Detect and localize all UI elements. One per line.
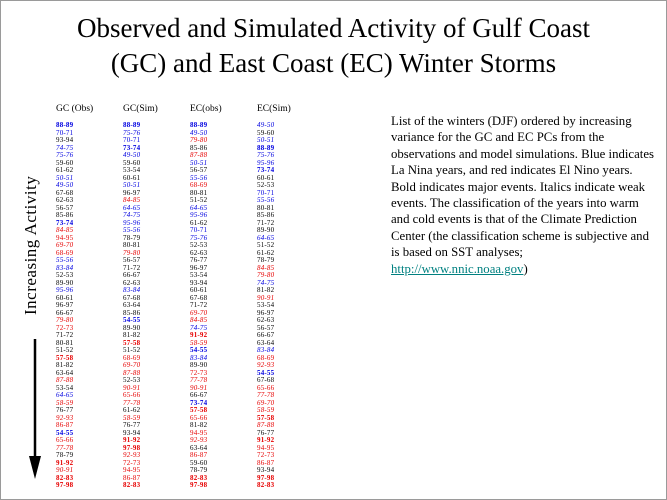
year-cell: 85-86 <box>56 211 74 219</box>
year-cell: 91-92 <box>257 436 275 444</box>
legend-note <box>391 113 659 277</box>
year-cell: 58-59 <box>123 413 141 422</box>
year-cell: 55-56 <box>257 196 275 204</box>
year-cell: 91-92 <box>56 458 74 467</box>
year-cell: 97-98 <box>257 473 275 482</box>
year-cell: 68-69 <box>123 353 141 362</box>
year-cell: 52-53 <box>190 241 208 249</box>
year-cell: 94-95 <box>190 428 208 437</box>
year-cell: 51-52 <box>123 346 141 354</box>
year-cell: 83-84 <box>123 286 141 294</box>
year-cell: 94-95 <box>257 443 275 452</box>
year-cell: 71-72 <box>257 218 275 227</box>
year-cell: 72-73 <box>257 451 275 459</box>
legend-note-close-paren: ) <box>523 261 528 276</box>
year-cell: 76-77 <box>123 421 141 429</box>
year-cell: 95-96 <box>190 211 208 219</box>
year-cell: 65-66 <box>257 383 275 392</box>
year-cell: 90-91 <box>123 383 141 392</box>
year-cell: 82-83 <box>123 481 141 489</box>
year-cell: 64-65 <box>257 233 275 242</box>
year-cell: 73-74 <box>123 143 141 152</box>
year-cell: 86-87 <box>190 451 208 459</box>
year-cell: 87-88 <box>123 368 141 377</box>
year-cell: 97-98 <box>190 481 208 489</box>
year-cell: 84-85 <box>190 316 208 324</box>
year-cell: 89-90 <box>257 226 275 234</box>
year-cell: 54-55 <box>257 368 275 377</box>
year-cell: 50-51 <box>123 181 141 189</box>
column-ec-sim <box>257 104 324 490</box>
year-cell: 74-75 <box>56 143 74 152</box>
year-cell: 56-57 <box>56 203 74 212</box>
year-cell: 66-67 <box>56 308 74 317</box>
year-cell: 67-68 <box>123 293 141 302</box>
year-cell: 70-71 <box>123 136 141 144</box>
year-cell: 55-56 <box>190 173 208 182</box>
year-cell: 76-77 <box>190 256 208 264</box>
year-cell: 77-78 <box>56 443 74 452</box>
year-cell: 75-76 <box>56 151 74 159</box>
year-cell: 76-77 <box>257 428 275 437</box>
year-cell: 77-78 <box>190 376 208 384</box>
year-cell: 70-71 <box>190 226 208 234</box>
year-cell: 60-61 <box>257 173 275 182</box>
year-cell: 89-90 <box>123 323 141 332</box>
year-cell: 88-89 <box>257 143 275 152</box>
year-cell: 52-53 <box>257 181 275 189</box>
year-cell: 63-64 <box>190 443 208 452</box>
year-cell: 54-55 <box>123 316 141 324</box>
year-cell: 60-61 <box>123 173 141 182</box>
year-cell: 82-83 <box>56 473 74 482</box>
year-cell: 62-63 <box>56 196 74 204</box>
year-cell: 86-87 <box>123 473 141 482</box>
year-cell: 88-89 <box>123 121 141 129</box>
year-cell: 85-86 <box>257 211 275 219</box>
year-cell: 72-73 <box>56 323 74 332</box>
year-cell: 79-80 <box>190 136 208 144</box>
year-cell: 59-60 <box>123 158 141 167</box>
year-cell: 61-62 <box>190 218 208 227</box>
year-cell: 66-67 <box>257 331 275 339</box>
year-cell: 81-82 <box>190 421 208 429</box>
year-cell: 93-94 <box>257 466 275 474</box>
year-cell: 91-92 <box>123 436 141 444</box>
year-cell: 87-88 <box>257 421 275 429</box>
year-cell: 49-50 <box>257 121 275 129</box>
year-cell: 69-70 <box>257 398 275 407</box>
year-cell: 80-81 <box>190 188 208 197</box>
year-cell: 60-61 <box>190 286 208 294</box>
year-cell: 93-94 <box>123 428 141 437</box>
year-cell: 79-80 <box>56 316 74 324</box>
year-cell: 51-52 <box>257 241 275 249</box>
year-cell: 92-93 <box>257 361 275 369</box>
year-cell: 76-77 <box>56 406 74 414</box>
year-cell: 64-65 <box>56 391 74 399</box>
year-cell: 49-50 <box>56 181 74 189</box>
year-cell: 50-51 <box>257 136 275 144</box>
year-cell: 84-85 <box>56 226 74 234</box>
year-cell: 82-83 <box>190 473 208 482</box>
year-cell: 95-96 <box>123 218 141 227</box>
year-cell: 59-60 <box>56 158 74 167</box>
year-cell: 97-98 <box>123 443 141 452</box>
year-cell: 53-54 <box>123 166 141 174</box>
year-cell: 54-55 <box>190 346 208 354</box>
year-cell: 77-78 <box>123 398 141 407</box>
year-cell: 63-64 <box>257 338 275 347</box>
year-cell: 96-97 <box>56 301 74 309</box>
year-cell: 53-54 <box>257 301 275 309</box>
year-cell: 74-75 <box>190 323 208 332</box>
year-cell: 81-82 <box>56 361 74 369</box>
column-gc-obs <box>56 104 123 490</box>
year-cell: 61-62 <box>257 248 275 257</box>
year-cell: 80-81 <box>56 338 74 347</box>
year-cell: 75-76 <box>123 128 141 137</box>
year-cell: 87-88 <box>56 376 74 384</box>
year-cell: 55-56 <box>56 256 74 264</box>
year-cell: 90-91 <box>190 383 208 392</box>
year-cell: 88-89 <box>56 121 74 129</box>
year-cell: 73-74 <box>257 166 275 174</box>
year-cell: 63-64 <box>56 368 74 377</box>
year-cell: 61-62 <box>123 406 141 414</box>
year-cell: 58-59 <box>190 338 208 347</box>
year-cell: 72-73 <box>190 368 208 377</box>
year-cell: 60-61 <box>56 293 74 302</box>
year-cell: 55-56 <box>123 226 141 234</box>
column-header-ec-sim: EC(Sim) <box>257 104 291 114</box>
year-cell: 78-79 <box>123 233 141 242</box>
column-header-ec-obs: EC(obs) <box>190 104 222 114</box>
year-cell: 90-91 <box>56 466 74 474</box>
year-cell: 68-69 <box>257 353 275 362</box>
year-cell: 50-51 <box>56 173 74 182</box>
year-cell: 79-80 <box>257 271 275 279</box>
year-cell: 93-94 <box>190 278 208 287</box>
year-cell: 86-87 <box>257 458 275 467</box>
year-cell: 70-71 <box>257 188 275 197</box>
year-cell: 77-78 <box>257 391 275 399</box>
column-gc-sim <box>123 104 190 490</box>
year-cell: 78-79 <box>190 466 208 474</box>
year-cell: 67-68 <box>56 188 74 197</box>
year-cell: 61-62 <box>56 166 74 174</box>
year-cell: 82-83 <box>257 481 275 489</box>
year-cell: 74-75 <box>123 211 141 219</box>
year-cell: 87-88 <box>190 151 208 159</box>
year-cell: 57-58 <box>123 338 141 347</box>
year-cell: 68-69 <box>190 181 208 189</box>
year-cell: 69-70 <box>123 361 141 369</box>
year-cell: 72-73 <box>123 458 141 467</box>
year-cell: 83-84 <box>190 353 208 362</box>
year-cell: 84-85 <box>123 196 141 204</box>
column-header-gc-sim: GC(Sim) <box>123 104 158 114</box>
year-cell: 66-67 <box>123 271 141 279</box>
year-cell: 95-96 <box>257 158 275 167</box>
year-cell: 52-53 <box>56 271 74 279</box>
year-cell: 78-79 <box>56 451 74 459</box>
year-cell: 89-90 <box>56 278 74 287</box>
page-title <box>21 11 646 81</box>
year-cell: 59-60 <box>190 458 208 467</box>
year-cell: 86-87 <box>56 421 74 429</box>
year-cell: 51-52 <box>56 346 74 354</box>
year-cell: 53-54 <box>56 383 74 392</box>
year-cell: 80-81 <box>257 203 275 212</box>
year-cell: 50-51 <box>190 158 208 167</box>
year-cell: 92-93 <box>56 413 74 422</box>
year-cell: 69-70 <box>56 241 74 249</box>
year-cell: 54-55 <box>56 428 74 437</box>
year-cell: 57-58 <box>190 406 208 414</box>
year-cell: 64-65 <box>123 203 141 212</box>
year-cell: 93-94 <box>56 136 74 144</box>
year-cell: 92-93 <box>123 451 141 459</box>
year-cell: 83-84 <box>56 263 74 272</box>
year-cell: 49-50 <box>123 151 141 159</box>
year-cell: 65-66 <box>190 413 208 422</box>
year-cell: 62-63 <box>190 248 208 257</box>
year-cell: 63-64 <box>123 301 141 309</box>
year-cell: 67-68 <box>190 293 208 302</box>
year-cell: 71-72 <box>56 331 74 339</box>
winter-columns <box>56 104 324 490</box>
year-cell: 66-67 <box>190 391 208 399</box>
year-cell: 88-89 <box>190 121 208 129</box>
year-cell: 51-52 <box>190 196 208 204</box>
increasing-activity-arrow-icon <box>27 339 43 484</box>
year-cell: 62-63 <box>123 278 141 287</box>
year-cell: 59-60 <box>257 128 275 137</box>
year-cell: 97-98 <box>56 481 74 489</box>
year-cell: 91-92 <box>190 331 208 339</box>
year-cell: 94-95 <box>123 466 141 474</box>
year-cell: 81-82 <box>123 331 141 339</box>
year-cell: 69-70 <box>190 308 208 317</box>
year-cell: 96-97 <box>123 188 141 197</box>
year-cell: 67-68 <box>257 376 275 384</box>
year-cell: 96-97 <box>190 263 208 272</box>
year-cell: 70-71 <box>56 128 74 137</box>
year-cell: 84-85 <box>257 263 275 272</box>
year-cell: 75-76 <box>190 233 208 242</box>
year-cell: 94-95 <box>56 233 74 242</box>
year-cell: 95-96 <box>56 286 74 294</box>
year-cell: 64-65 <box>190 203 208 212</box>
year-cell: 57-58 <box>257 413 275 422</box>
year-cell: 74-75 <box>257 278 275 287</box>
year-cell: 85-86 <box>123 308 141 317</box>
increasing-activity-label: Increasing Activity <box>21 175 40 315</box>
year-cell: 71-72 <box>123 263 141 272</box>
year-cell: 79-80 <box>123 248 141 257</box>
year-cell: 62-63 <box>257 316 275 324</box>
year-cell: 73-74 <box>56 218 74 227</box>
year-cell: 85-86 <box>190 143 208 152</box>
column-header-gc-obs: GC (Obs) <box>56 104 94 114</box>
year-cell: 96-97 <box>257 308 275 317</box>
year-cell: 81-82 <box>257 286 275 294</box>
year-cell: 49-50 <box>190 128 208 137</box>
title-line-1: Observed and Simulated Activity of Gulf Coast <box>77 13 590 43</box>
year-cell: 65-66 <box>56 436 74 444</box>
column-ec-obs <box>190 104 257 490</box>
year-cell: 78-79 <box>257 256 275 264</box>
year-cell: 90-91 <box>257 293 275 302</box>
year-cell: 52-53 <box>123 376 141 384</box>
year-cell: 56-57 <box>123 256 141 264</box>
year-cell: 56-57 <box>257 323 275 332</box>
year-cell: 83-84 <box>257 346 275 354</box>
year-cell: 65-66 <box>123 391 141 399</box>
year-cell: 80-81 <box>123 241 141 249</box>
year-cell: 73-74 <box>190 398 208 407</box>
year-cell: 89-90 <box>190 361 208 369</box>
year-cell: 53-54 <box>190 271 208 279</box>
year-cell: 75-76 <box>257 151 275 159</box>
year-cell: 92-93 <box>190 436 208 444</box>
noaa-link[interactable]: http://www.nnic.noaa.gov <box>391 261 524 276</box>
year-cell: 58-59 <box>56 398 74 407</box>
title-line-2: (GC) and East Coast (EC) Winter Storms <box>110 48 557 79</box>
year-cell: 56-57 <box>190 166 208 174</box>
year-cell: 57-58 <box>56 353 74 362</box>
year-cell: 68-69 <box>56 248 74 257</box>
year-cell: 58-59 <box>257 406 275 414</box>
year-cell: 71-72 <box>190 301 208 309</box>
legend-note-text: List of the winters (DJF) ordered by increasing variance for the GC and EC PCs from the observations and model simulations. Blue indicates La Nina years, and red indicates El Nino years. Bold indicates major events. Italics indicate weak events. The classification of the years into warm and cold events is that of the Climate Prediction Center (the classification scheme is subjective and is based on SST analyses; <box>391 114 655 260</box>
